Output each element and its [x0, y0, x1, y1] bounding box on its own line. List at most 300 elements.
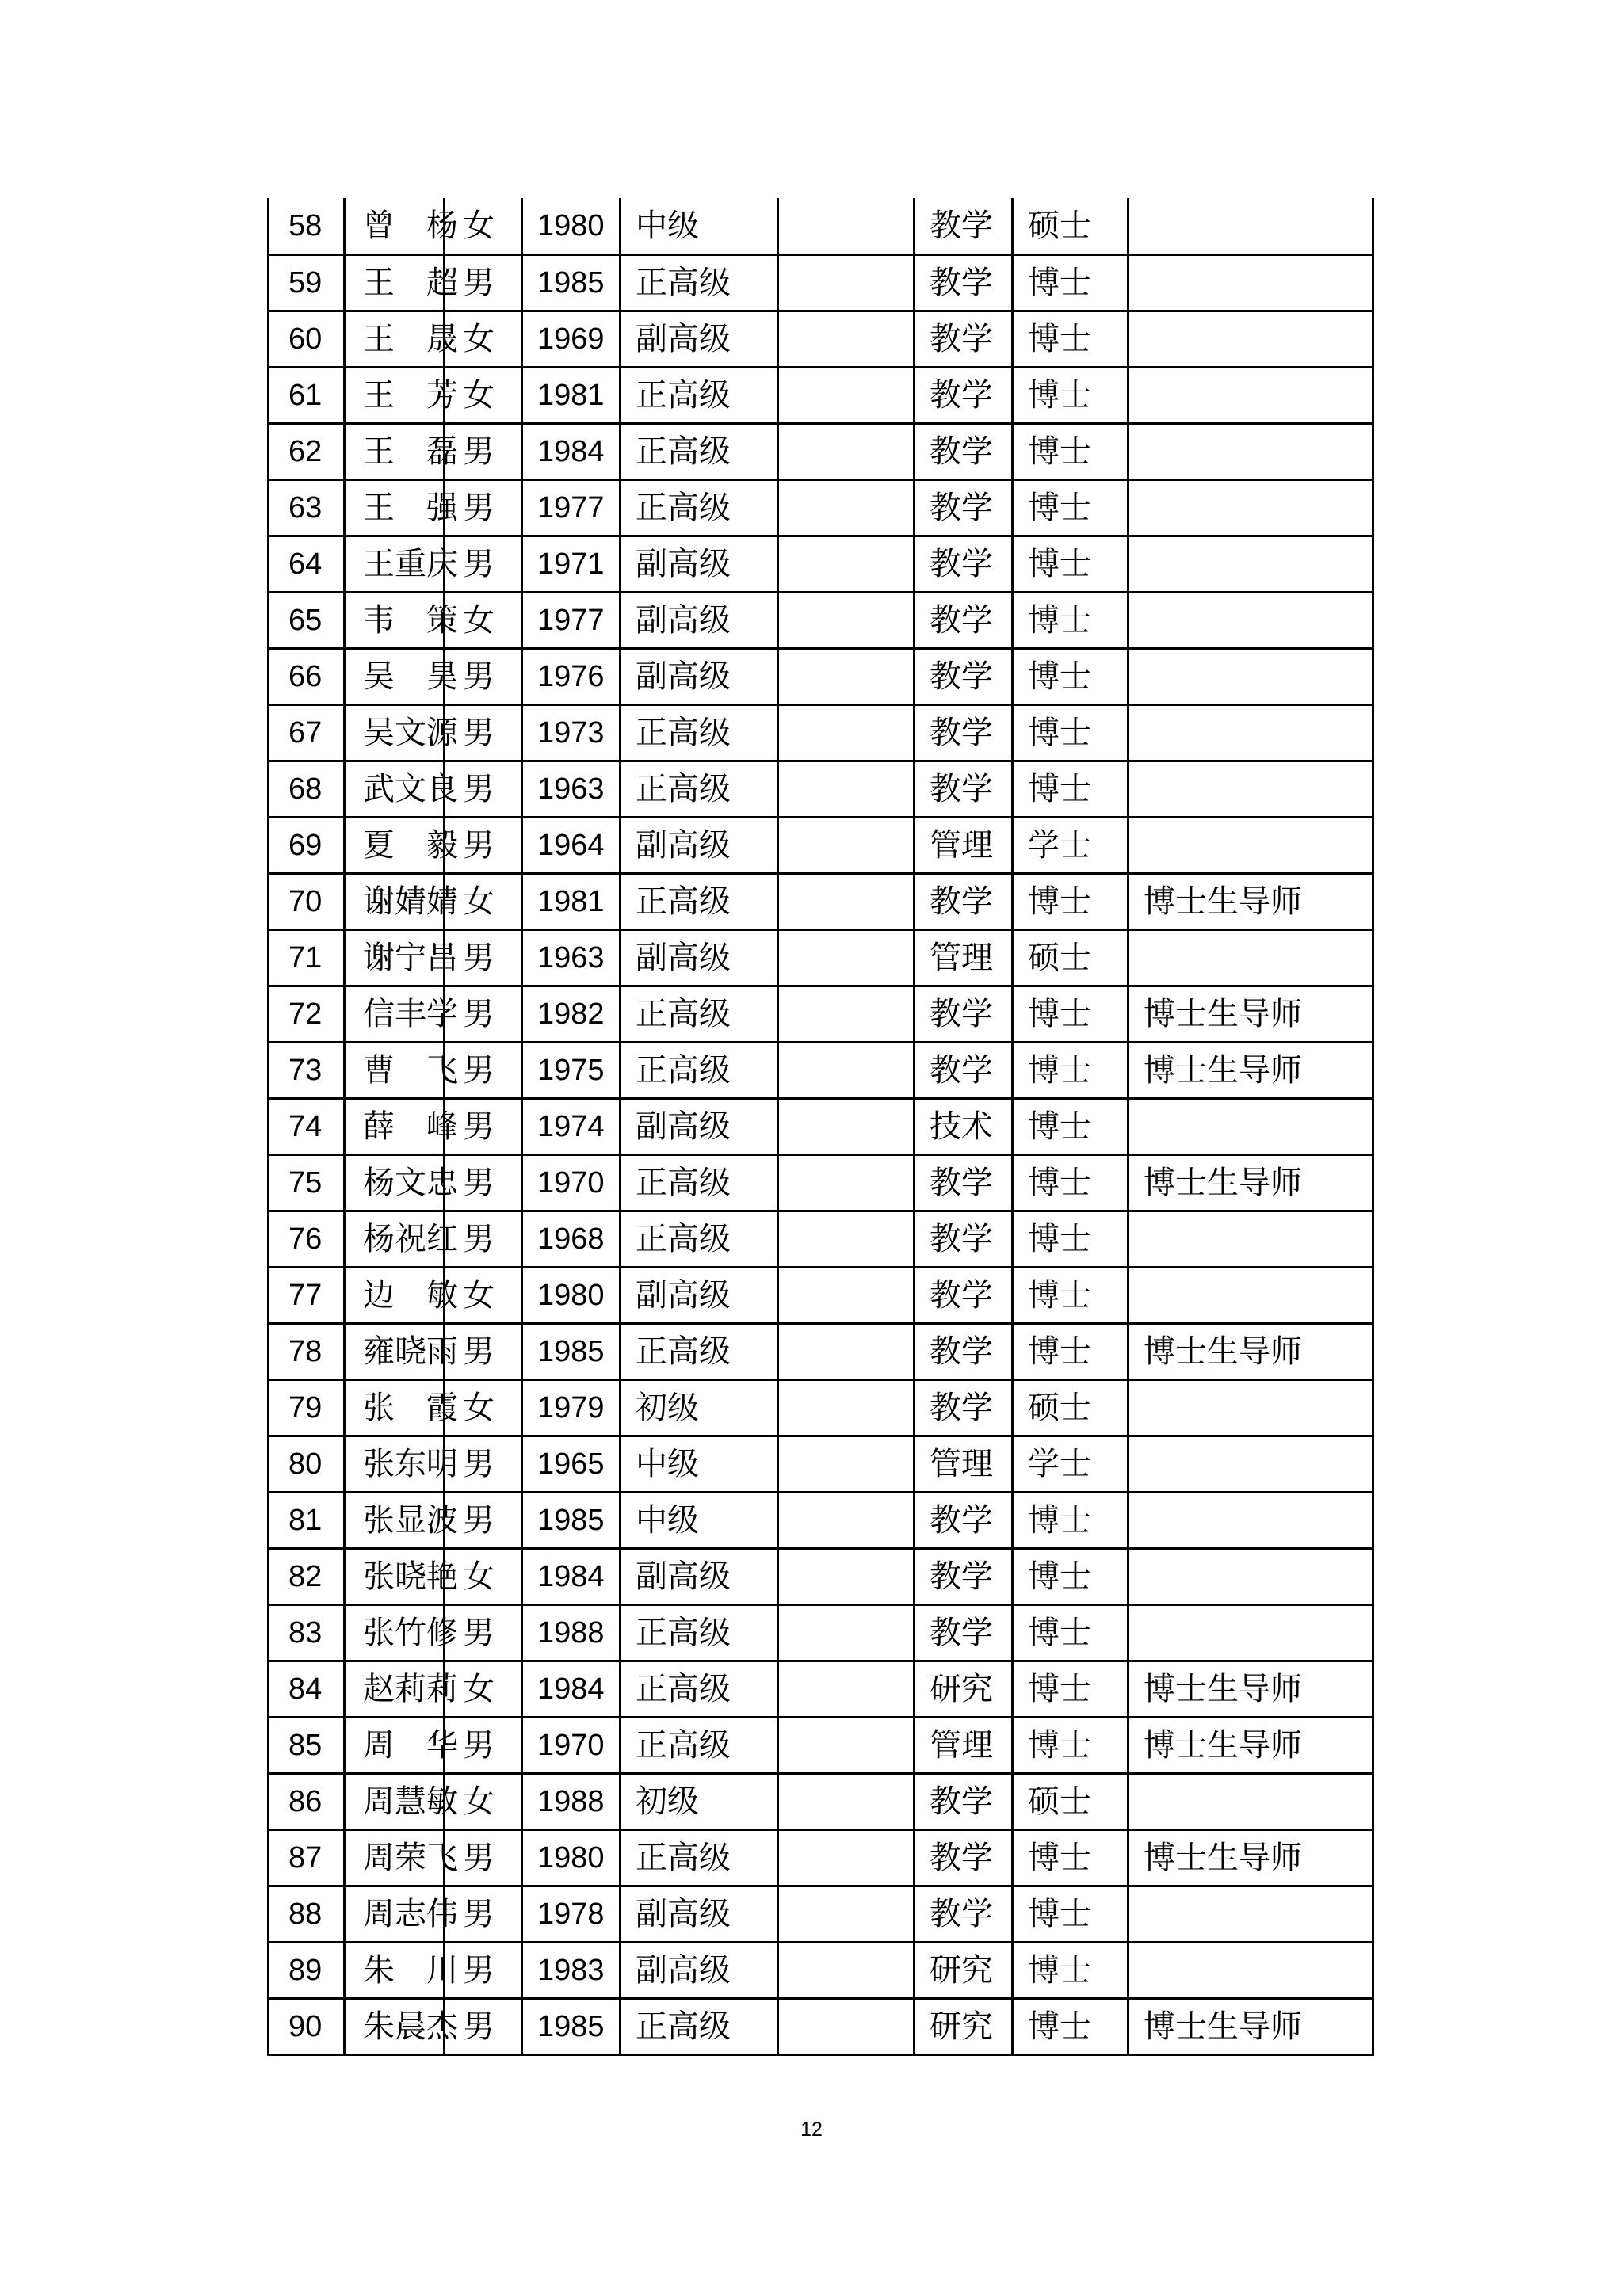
empty-cell	[778, 1548, 915, 1604]
empty-cell	[778, 1211, 915, 1267]
post-type-cell: 教学	[915, 254, 1013, 311]
gender-cell: 女	[445, 367, 522, 423]
table-row	[269, 1436, 1373, 1492]
post-type-cell: 教学	[915, 479, 1013, 536]
name-cell: 张显波	[345, 1492, 445, 1548]
rank-cell: 副高级	[621, 929, 778, 986]
birth-year-cell: 1963	[522, 929, 621, 986]
birth-year-cell: 1976	[522, 648, 621, 704]
row-number-cell: 65	[269, 592, 345, 648]
birth-year-cell: 1973	[522, 704, 621, 761]
gender-cell: 男	[445, 1829, 522, 1886]
empty-cell	[778, 1379, 915, 1436]
rank-cell: 副高级	[621, 648, 778, 704]
rank-cell: 正高级	[621, 873, 778, 929]
supervisor-cell	[1128, 817, 1373, 873]
row-number-cell: 64	[269, 536, 345, 592]
birth-year-cell: 1984	[522, 1661, 621, 1717]
empty-cell	[778, 423, 915, 479]
supervisor-cell	[1128, 1267, 1373, 1323]
rank-cell: 正高级	[621, 367, 778, 423]
name-cell: 曹 飞	[345, 1042, 445, 1098]
table-row	[269, 1942, 1373, 1998]
gender-cell: 男	[445, 1211, 522, 1267]
degree-cell: 博士	[1013, 592, 1128, 648]
rank-cell: 副高级	[621, 1942, 778, 1998]
name-cell: 雍晓雨	[345, 1323, 445, 1379]
gender-cell: 女	[445, 1773, 522, 1829]
name-cell: 信丰学	[345, 986, 445, 1042]
name-cell: 吴文源	[345, 704, 445, 761]
empty-cell	[778, 1154, 915, 1211]
post-type-cell: 教学	[915, 1773, 1013, 1829]
gender-cell: 男	[445, 1436, 522, 1492]
gender-cell: 女	[445, 1267, 522, 1323]
empty-cell	[778, 1323, 915, 1379]
degree-cell: 学士	[1013, 1436, 1128, 1492]
supervisor-cell	[1128, 1886, 1373, 1942]
name-cell: 张东明	[345, 1436, 445, 1492]
birth-year-cell: 1981	[522, 873, 621, 929]
gender-cell: 男	[445, 536, 522, 592]
table-row	[269, 1323, 1373, 1379]
gender-cell: 男	[445, 761, 522, 817]
degree-cell: 硕士	[1013, 1379, 1128, 1436]
supervisor-cell	[1128, 198, 1373, 254]
name-cell: 周 华	[345, 1717, 445, 1773]
table-row	[269, 1042, 1373, 1098]
rank-cell: 副高级	[621, 536, 778, 592]
gender-cell: 男	[445, 1717, 522, 1773]
table-row	[269, 1379, 1373, 1436]
degree-cell: 博士	[1013, 1492, 1128, 1548]
post-type-cell: 教学	[915, 592, 1013, 648]
gender-cell: 男	[445, 1942, 522, 1998]
name-cell: 夏 毅	[345, 817, 445, 873]
rank-cell: 中级	[621, 1492, 778, 1548]
row-number-cell: 75	[269, 1154, 345, 1211]
degree-cell: 硕士	[1013, 198, 1128, 254]
empty-cell	[778, 1998, 915, 2054]
name-cell: 王重庆	[345, 536, 445, 592]
row-number-cell: 88	[269, 1886, 345, 1942]
name-cell: 韦 策	[345, 592, 445, 648]
rank-cell: 正高级	[621, 1661, 778, 1717]
post-type-cell: 教学	[915, 536, 1013, 592]
row-number-cell: 67	[269, 704, 345, 761]
birth-year-cell: 1968	[522, 1211, 621, 1267]
name-cell: 王 晟	[345, 311, 445, 367]
birth-year-cell: 1985	[522, 1492, 621, 1548]
rank-cell: 副高级	[621, 592, 778, 648]
table-row	[269, 704, 1373, 761]
name-cell: 王 磊	[345, 423, 445, 479]
name-cell: 周志伟	[345, 1886, 445, 1942]
row-number-cell: 86	[269, 1773, 345, 1829]
empty-cell	[778, 1492, 915, 1548]
post-type-cell: 教学	[915, 1886, 1013, 1942]
degree-cell: 博士	[1013, 761, 1128, 817]
gender-cell: 男	[445, 479, 522, 536]
row-number-cell: 68	[269, 761, 345, 817]
birth-year-cell: 1983	[522, 1942, 621, 1998]
empty-cell	[778, 648, 915, 704]
gender-cell: 男	[445, 1323, 522, 1379]
rank-cell: 正高级	[621, 761, 778, 817]
table-row	[269, 929, 1373, 986]
rank-cell: 正高级	[621, 1154, 778, 1211]
post-type-cell: 教学	[915, 1379, 1013, 1436]
post-type-cell: 教学	[915, 873, 1013, 929]
row-number-cell: 58	[269, 198, 345, 254]
empty-cell	[778, 1942, 915, 1998]
table-row	[269, 648, 1373, 704]
rank-cell: 正高级	[621, 704, 778, 761]
birth-year-cell: 1965	[522, 1436, 621, 1492]
gender-cell: 男	[445, 1098, 522, 1154]
supervisor-cell	[1128, 592, 1373, 648]
degree-cell: 博士	[1013, 311, 1128, 367]
supervisor-cell	[1128, 311, 1373, 367]
name-cell: 张晓艳	[345, 1548, 445, 1604]
rank-cell: 副高级	[621, 311, 778, 367]
birth-year-cell: 1985	[522, 1998, 621, 2054]
empty-cell	[778, 704, 915, 761]
gender-cell: 女	[445, 198, 522, 254]
degree-cell: 硕士	[1013, 1773, 1128, 1829]
row-number-cell: 71	[269, 929, 345, 986]
empty-cell	[778, 1436, 915, 1492]
table-row	[269, 536, 1373, 592]
post-type-cell: 教学	[915, 1829, 1013, 1886]
degree-cell: 博士	[1013, 873, 1128, 929]
name-cell: 王 超	[345, 254, 445, 311]
table-row	[269, 198, 1373, 254]
post-type-cell: 教学	[915, 1548, 1013, 1604]
name-cell: 谢宁昌	[345, 929, 445, 986]
row-number-cell: 87	[269, 1829, 345, 1886]
table-row	[269, 873, 1373, 929]
empty-cell	[778, 1773, 915, 1829]
supervisor-cell: 博士生导师	[1128, 986, 1373, 1042]
row-number-cell: 79	[269, 1379, 345, 1436]
name-cell: 周慧敏	[345, 1773, 445, 1829]
row-number-cell: 83	[269, 1604, 345, 1661]
table-row	[269, 1154, 1373, 1211]
degree-cell: 博士	[1013, 1886, 1128, 1942]
post-type-cell: 教学	[915, 1042, 1013, 1098]
gender-cell: 男	[445, 423, 522, 479]
supervisor-cell	[1128, 254, 1373, 311]
rank-cell: 副高级	[621, 1267, 778, 1323]
gender-cell: 男	[445, 1042, 522, 1098]
rank-cell: 正高级	[621, 423, 778, 479]
post-type-cell: 教学	[915, 367, 1013, 423]
supervisor-cell	[1128, 929, 1373, 986]
empty-cell	[778, 536, 915, 592]
gender-cell: 男	[445, 1154, 522, 1211]
gender-cell: 女	[445, 311, 522, 367]
name-cell: 薛 峰	[345, 1098, 445, 1154]
degree-cell: 博士	[1013, 1998, 1128, 2054]
rank-cell: 初级	[621, 1773, 778, 1829]
gender-cell: 男	[445, 1492, 522, 1548]
staff-roster-table	[267, 198, 1374, 2056]
name-cell: 张竹修	[345, 1604, 445, 1661]
empty-cell	[778, 1661, 915, 1717]
name-cell: 曾 杨	[345, 198, 445, 254]
empty-cell	[778, 1267, 915, 1323]
page-number: 12	[800, 2119, 823, 2141]
rank-cell: 正高级	[621, 1604, 778, 1661]
table-row	[269, 423, 1373, 479]
row-number-cell: 80	[269, 1436, 345, 1492]
degree-cell: 博士	[1013, 1604, 1128, 1661]
supervisor-cell	[1128, 1604, 1373, 1661]
rank-cell: 正高级	[621, 1323, 778, 1379]
empty-cell	[778, 761, 915, 817]
table-row	[269, 254, 1373, 311]
post-type-cell: 教学	[915, 1211, 1013, 1267]
gender-cell: 男	[445, 648, 522, 704]
rank-cell: 中级	[621, 1436, 778, 1492]
table-row	[269, 817, 1373, 873]
name-cell: 谢婧婧	[345, 873, 445, 929]
table-row	[269, 761, 1373, 817]
post-type-cell: 管理	[915, 929, 1013, 986]
rank-cell: 中级	[621, 198, 778, 254]
row-number-cell: 60	[269, 311, 345, 367]
degree-cell: 博士	[1013, 1267, 1128, 1323]
empty-cell	[778, 479, 915, 536]
row-number-cell: 74	[269, 1098, 345, 1154]
birth-year-cell: 1984	[522, 423, 621, 479]
post-type-cell: 教学	[915, 761, 1013, 817]
gender-cell: 男	[445, 254, 522, 311]
row-number-cell: 82	[269, 1548, 345, 1604]
supervisor-cell	[1128, 1773, 1373, 1829]
supervisor-cell: 博士生导师	[1128, 1323, 1373, 1379]
gender-cell: 男	[445, 704, 522, 761]
supervisor-cell: 博士生导师	[1128, 1661, 1373, 1717]
degree-cell: 硕士	[1013, 929, 1128, 986]
table-row	[269, 1661, 1373, 1717]
table-row	[269, 592, 1373, 648]
table-row	[269, 1773, 1373, 1829]
post-type-cell: 研究	[915, 1661, 1013, 1717]
rank-cell: 正高级	[621, 479, 778, 536]
row-number-cell: 76	[269, 1211, 345, 1267]
degree-cell: 博士	[1013, 1042, 1128, 1098]
row-number-cell: 81	[269, 1492, 345, 1548]
empty-cell	[778, 1098, 915, 1154]
table-row	[269, 1998, 1373, 2054]
post-type-cell: 教学	[915, 311, 1013, 367]
gender-cell: 女	[445, 1548, 522, 1604]
birth-year-cell: 1977	[522, 479, 621, 536]
empty-cell	[778, 1604, 915, 1661]
rank-cell: 正高级	[621, 1211, 778, 1267]
gender-cell: 女	[445, 873, 522, 929]
table-row	[269, 1098, 1373, 1154]
post-type-cell: 教学	[915, 198, 1013, 254]
degree-cell: 博士	[1013, 1942, 1128, 1998]
gender-cell: 女	[445, 1661, 522, 1717]
supervisor-cell	[1128, 761, 1373, 817]
gender-cell: 男	[445, 817, 522, 873]
degree-cell: 博士	[1013, 704, 1128, 761]
roster-body	[269, 198, 1373, 2054]
birth-year-cell: 1984	[522, 1548, 621, 1604]
degree-cell: 学士	[1013, 817, 1128, 873]
supervisor-cell: 博士生导师	[1128, 1829, 1373, 1886]
birth-year-cell: 1977	[522, 592, 621, 648]
name-cell: 吴 昊	[345, 648, 445, 704]
supervisor-cell	[1128, 1492, 1373, 1548]
rank-cell: 正高级	[621, 1998, 778, 2054]
supervisor-cell	[1128, 1211, 1373, 1267]
row-number-cell: 66	[269, 648, 345, 704]
degree-cell: 博士	[1013, 1829, 1128, 1886]
supervisor-cell: 博士生导师	[1128, 873, 1373, 929]
birth-year-cell: 1970	[522, 1717, 621, 1773]
name-cell: 边 敏	[345, 1267, 445, 1323]
post-type-cell: 教学	[915, 648, 1013, 704]
name-cell: 张 霞	[345, 1379, 445, 1436]
supervisor-cell	[1128, 704, 1373, 761]
birth-year-cell: 1979	[522, 1379, 621, 1436]
degree-cell: 博士	[1013, 423, 1128, 479]
rank-cell: 正高级	[621, 254, 778, 311]
post-type-cell: 管理	[915, 817, 1013, 873]
empty-cell	[778, 311, 915, 367]
row-number-cell: 85	[269, 1717, 345, 1773]
empty-cell	[778, 592, 915, 648]
birth-year-cell: 1985	[522, 1323, 621, 1379]
degree-cell: 博士	[1013, 254, 1128, 311]
empty-cell	[778, 367, 915, 423]
post-type-cell: 教学	[915, 1154, 1013, 1211]
birth-year-cell: 1978	[522, 1886, 621, 1942]
supervisor-cell	[1128, 423, 1373, 479]
table-row	[269, 1492, 1373, 1548]
birth-year-cell: 1974	[522, 1098, 621, 1154]
row-number-cell: 72	[269, 986, 345, 1042]
post-type-cell: 教学	[915, 704, 1013, 761]
degree-cell: 博士	[1013, 1098, 1128, 1154]
table-row	[269, 1548, 1373, 1604]
post-type-cell: 教学	[915, 1323, 1013, 1379]
gender-cell: 男	[445, 986, 522, 1042]
supervisor-cell	[1128, 1548, 1373, 1604]
name-cell: 武文良	[345, 761, 445, 817]
birth-year-cell: 1969	[522, 311, 621, 367]
empty-cell	[778, 873, 915, 929]
empty-cell	[778, 1829, 915, 1886]
birth-year-cell: 1982	[522, 986, 621, 1042]
row-number-cell: 70	[269, 873, 345, 929]
name-cell: 杨文忠	[345, 1154, 445, 1211]
empty-cell	[778, 198, 915, 254]
name-cell: 朱晨杰	[345, 1998, 445, 2054]
supervisor-cell: 博士生导师	[1128, 1042, 1373, 1098]
post-type-cell: 研究	[915, 1942, 1013, 1998]
supervisor-cell	[1128, 648, 1373, 704]
gender-cell: 男	[445, 1604, 522, 1661]
supervisor-cell: 博士生导师	[1128, 1998, 1373, 2054]
rank-cell: 副高级	[621, 1548, 778, 1604]
table-row	[269, 367, 1373, 423]
post-type-cell: 技术	[915, 1098, 1013, 1154]
degree-cell: 博士	[1013, 648, 1128, 704]
empty-cell	[778, 986, 915, 1042]
table-row	[269, 1829, 1373, 1886]
name-cell: 王 强	[345, 479, 445, 536]
post-type-cell: 管理	[915, 1717, 1013, 1773]
row-number-cell: 90	[269, 1998, 345, 2054]
birth-year-cell: 1975	[522, 1042, 621, 1098]
supervisor-cell	[1128, 536, 1373, 592]
gender-cell: 男	[445, 929, 522, 986]
supervisor-cell: 博士生导师	[1128, 1154, 1373, 1211]
gender-cell: 男	[445, 1998, 522, 2054]
row-number-cell: 77	[269, 1267, 345, 1323]
degree-cell: 博士	[1013, 1154, 1128, 1211]
rank-cell: 副高级	[621, 817, 778, 873]
degree-cell: 博士	[1013, 1323, 1128, 1379]
row-number-cell: 69	[269, 817, 345, 873]
gender-cell: 女	[445, 1379, 522, 1436]
row-number-cell: 63	[269, 479, 345, 536]
empty-cell	[778, 254, 915, 311]
supervisor-cell	[1128, 1379, 1373, 1436]
empty-cell	[778, 817, 915, 873]
degree-cell: 博士	[1013, 1717, 1128, 1773]
degree-cell: 博士	[1013, 536, 1128, 592]
gender-cell: 男	[445, 1886, 522, 1942]
birth-year-cell: 1970	[522, 1154, 621, 1211]
post-type-cell: 教学	[915, 1604, 1013, 1661]
name-cell: 朱 川	[345, 1942, 445, 1998]
birth-year-cell: 1981	[522, 367, 621, 423]
post-type-cell: 研究	[915, 1998, 1013, 2054]
name-cell: 周荣飞	[345, 1829, 445, 1886]
table-row	[269, 1211, 1373, 1267]
rank-cell: 副高级	[621, 1098, 778, 1154]
empty-cell	[778, 1717, 915, 1773]
degree-cell: 博士	[1013, 1548, 1128, 1604]
row-number-cell: 59	[269, 254, 345, 311]
birth-year-cell: 1988	[522, 1773, 621, 1829]
supervisor-cell	[1128, 367, 1373, 423]
table-row	[269, 1717, 1373, 1773]
rank-cell: 正高级	[621, 986, 778, 1042]
table-row	[269, 1604, 1373, 1661]
row-number-cell: 78	[269, 1323, 345, 1379]
row-number-cell: 73	[269, 1042, 345, 1098]
rank-cell: 初级	[621, 1379, 778, 1436]
table-row	[269, 1886, 1373, 1942]
birth-year-cell: 1988	[522, 1604, 621, 1661]
supervisor-cell	[1128, 1098, 1373, 1154]
post-type-cell: 教学	[915, 986, 1013, 1042]
empty-cell	[778, 929, 915, 986]
gender-cell: 女	[445, 592, 522, 648]
degree-cell: 博士	[1013, 986, 1128, 1042]
post-type-cell: 教学	[915, 1492, 1013, 1548]
rank-cell: 正高级	[621, 1829, 778, 1886]
supervisor-cell: 博士生导师	[1128, 1717, 1373, 1773]
